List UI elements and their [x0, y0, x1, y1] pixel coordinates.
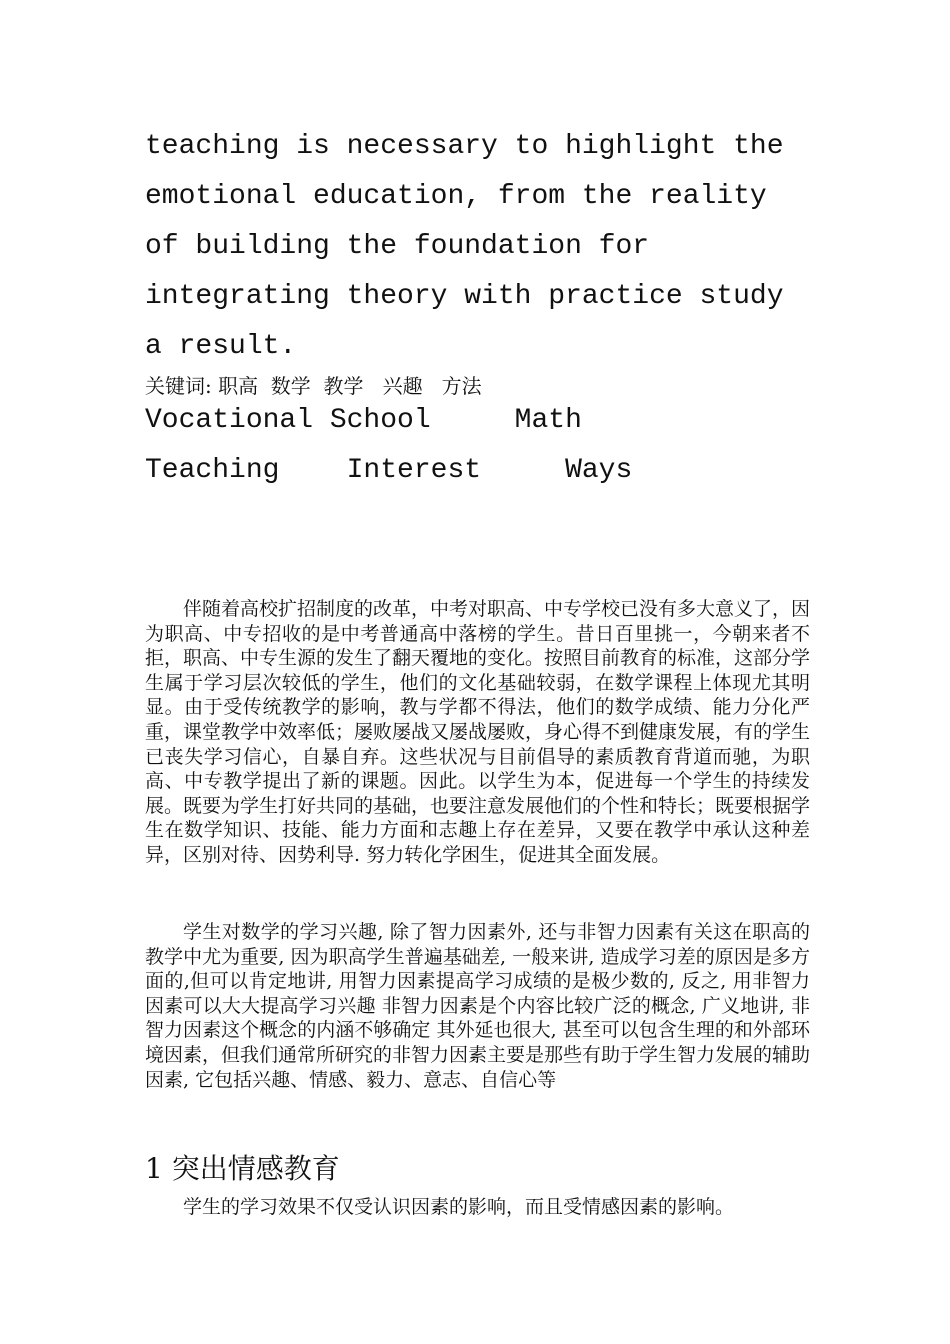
keywords-english-line: Vocational School Math [145, 405, 582, 436]
keywords-english-line: Teaching Interest Ways [145, 455, 633, 486]
body-paragraph: 学生对数学的学习兴趣, 除了智力因素外, 还与非智力因素有关这在职高的教学中尤为重要, 因为职高学生普遍基础差, 一般来讲, 造成学习差的原因是多方面的,但可以肯定地讲, 用智力因素提高学习成绩的是极少数的, 反之, 用非智力因素可以大大提高学习兴趣 非智力因素是个内容比较广泛的概念, 广义地讲, 非智力因素这个概念的内涵不够确定 其外延也很大, 甚至可以包含生理的和外部环境因素，但我们通常所研究的非智力因素主要是那些有助于学生智力发展的辅助因素, 它包括兴趣、情感、毅力、意志、自信心等 [145, 921, 811, 1091]
body-paragraph: 伴随着高校扩招制度的改革，中考对职高、中专学校已没有多大意义了，因为职高、中专招收的是中考普通高中落榜的学生。昔日百里挑一，今朝来者不拒，职高、中专生源的发生了翻天覆地的变化。按照目前教育的标准，这部分学生属于学习层次较低的学生，他们的文化基础较弱，在数学课程上体现尤其明显。由于受传统教学的影响，教与学都不得法，他们的数学成绩、能力分化严重，课堂教学中效率低；屡败屡战又屡战屡败，身心得不到健康发展，有的学生已丧失学习信心，自暴自弃。这些状况与目前倡导的素质教育背道而驰，为职高、中专教学提出了新的课题。因此。以学生为本，促进每一个学生的持续发展。既要为学生打好共同的基础，也要注意发展他们的个性和特长；既要根据学生在数学知识、技能、能力方面和志趣上存在差异，又要在教学中承认这种差异，区别对待、因势利导. 努力转化学困生，促进其全面发展。 [145, 598, 811, 866]
section-heading: 1 突出情感教育 [145, 1152, 340, 1185]
abstract-line: teaching is necessary to highlight the [145, 131, 784, 162]
abstract-line: of building the foundation for [145, 231, 650, 262]
keywords-chinese: 关键词: 职高 数学 教学 兴趣 方法 [145, 374, 482, 398]
abstract-line: emotional education, from the reality [145, 181, 767, 212]
abstract-line: a result. [145, 331, 297, 362]
abstract-line: integrating theory with practice study [145, 281, 784, 312]
section-paragraph: 学生的学习效果不仅受认识因素的影响，而且受情感因素的影响。 [183, 1196, 735, 1218]
